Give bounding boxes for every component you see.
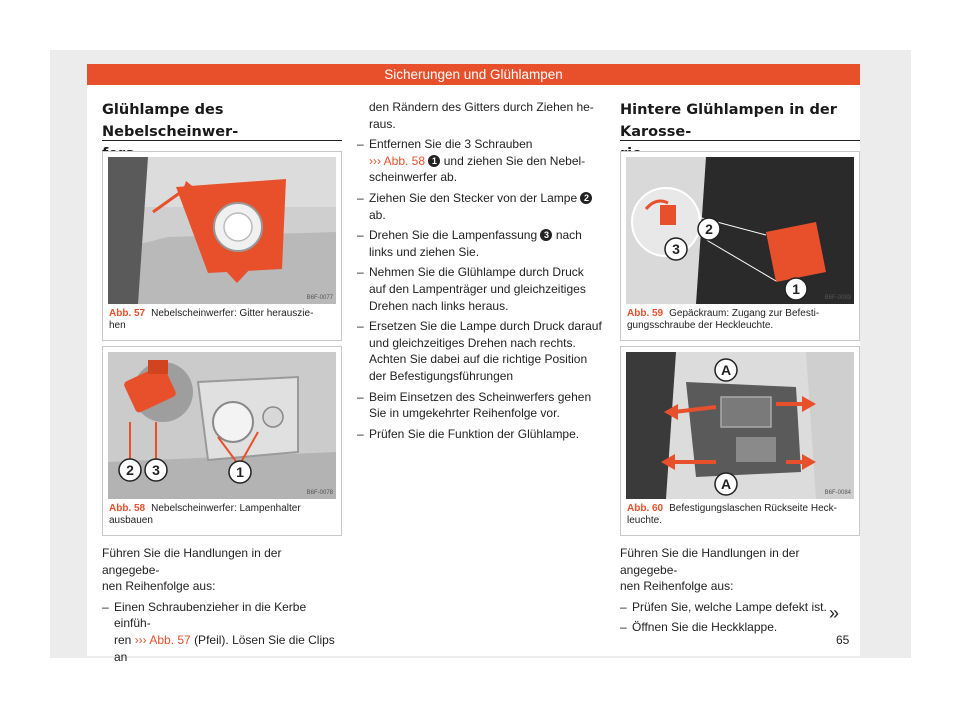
- figure-58: [102, 346, 342, 536]
- tail-light-back-image: [626, 352, 854, 499]
- heading-rule: [620, 140, 860, 141]
- list-item: – Drehen Sie die Lampenfassung 3 nach links und ziehen Sie.: [357, 228, 582, 259]
- callout-3: 3: [672, 241, 680, 257]
- fog-light-grille-image: [108, 157, 336, 304]
- callout-2: 2: [126, 462, 134, 478]
- list-item: – Öffnen Sie die Heckklappe.: [620, 620, 778, 635]
- callout-1: 1: [236, 464, 244, 480]
- figure-59: [620, 151, 860, 341]
- right-body-text: Führen Sie die Handlungen in der angegebe- nen Reihenfolge aus: – Prüfen Sie, welche Lampe defekt ist. – Öffnen Sie die Heckklappe.: [620, 545, 860, 640]
- continue-marker: »: [829, 603, 840, 623]
- callout-1: 1: [792, 281, 800, 297]
- left-body-text: Führen Sie die Handlungen in der angegebe- nen Reihenfolge aus: – Einen Schraubenzieher in die Kerbe einfüh- ren ››› Abb. 57 (Pfeil). Lösen Sie die Clips an: [102, 545, 342, 669]
- figure-reference-link[interactable]: ››› Abb. 58: [369, 153, 426, 168]
- list-item: den Rändern des Gitters durch Ziehen he- raus.: [369, 100, 594, 131]
- heading-rear-lamps: Hintere Glühlampen in der Karosse-: [620, 102, 837, 140]
- list-item: – Prüfen Sie, welche Lampe defekt ist.: [620, 599, 827, 614]
- callout-3: 3: [152, 462, 160, 478]
- page-number: 65: [836, 633, 850, 647]
- figure-57: [102, 151, 342, 341]
- figure-caption: Abb. 59 Gepäckraum: Zugang zur Befesti- gungsschraube der Heckleuchte.: [627, 308, 820, 331]
- figure-caption: Abb. 57 Nebelscheinwerfer: Gitter herauszie- hen: [109, 308, 314, 331]
- figure-caption: Abb. 58 Nebelscheinwerfer: Lampenhalter ausbauen: [109, 503, 301, 526]
- section-header: Sicherungen und Glühlampen: [87, 64, 860, 85]
- list-item: – Ersetzen Sie die Lampe durch Druck darauf und gleichzeitiges Drehen nach rechts. Achten Sie dabei auf die richtige Position der Befestigungsführungen: [357, 319, 602, 383]
- list-item: – Prüfen Sie die Funktion der Glühlampe.: [357, 426, 580, 441]
- figure-reference-link[interactable]: ››› Abb. 57: [134, 632, 191, 647]
- figure-code: B6F-0083: [824, 295, 851, 301]
- callout-badge: 3: [540, 229, 552, 241]
- callout-a-top: A: [720, 362, 732, 378]
- figure-caption: Abb. 60 Befestigungslaschen Rückseite Heck- leuchte.: [627, 503, 837, 526]
- trunk-access-image: [626, 157, 854, 304]
- list-item: – Ziehen Sie den Stecker von der Lampe 2 ab.: [357, 190, 605, 223]
- figure-60: [620, 346, 860, 536]
- list-item: – Nehmen Sie die Glühlampe durch Druck auf den Lampenträger und gleichzeitiges Drehen nach links heraus.: [357, 265, 586, 313]
- callout-2: 2: [705, 221, 713, 237]
- list-item: – Einen Schraubenzieher in die Kerbe einfüh- ren ››› Abb. 57 (Pfeil). Lösen Sie die Clips an: [102, 599, 335, 664]
- figure-code: B6F-0078: [306, 490, 333, 496]
- callout-a-bottom: A: [720, 476, 732, 492]
- heading-rule: [102, 140, 342, 141]
- callout-badge: 2: [580, 192, 592, 204]
- figure-code: B6F-0077: [306, 295, 333, 301]
- middle-body-text: [357, 99, 605, 446]
- heading-fog-lamp: Glühlampe des Nebelscheinwer-: [102, 102, 239, 140]
- figure-code: B6F-0084: [824, 490, 851, 496]
- list-item: – Entfernen Sie die 3 Schrauben ››› Abb. 58 1 und ziehen Sie den Nebel- scheinwerfer ab.: [357, 137, 586, 185]
- callout-badge: 1: [428, 155, 440, 167]
- lamp-holder-image: [108, 352, 336, 499]
- list-item: – Beim Einsetzen des Scheinwerfers gehen Sie in umgekehrter Reihenfolge vor.: [357, 389, 592, 421]
